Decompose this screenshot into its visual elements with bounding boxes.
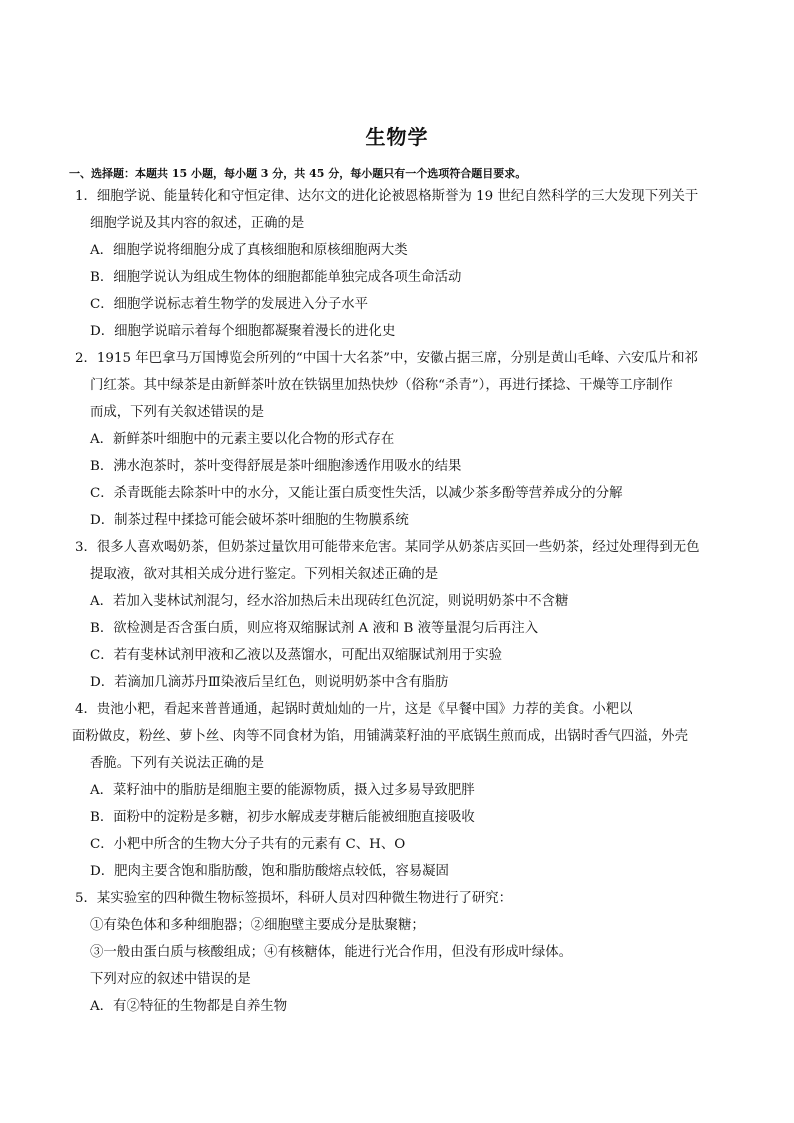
question-5-text: 5．某实验室的四种微生物标签损坏，科研人员对四种微生物进行了研究： [75,891,513,906]
question-4-option-b: B．面粉中的淀粉是多糖，初步水解成麦芽糖后能被细胞直接吸收 [90,810,475,825]
question-3-text: 提取液，欲对其相关成分进行鉴定。下列相关叙述正确的是 [90,567,439,582]
question-2-option-a: A．新鲜茶叶细胞中的元素主要以化合物的形式存在 [90,432,395,447]
question-2-option-b: B．沸水泡茶时，茶叶变得舒展是茶叶细胞渗透作用吸水的结果 [90,459,462,474]
question-4-text: 香脆。下列有关说法正确的是 [90,756,265,771]
question-3-option-d: D．若滴加几滴苏丹Ⅲ染液后呈红色，则说明奶茶中含有脂肪 [90,675,449,690]
question-1-option-a: A．细胞学说将细胞分成了真核细胞和原核细胞两大类 [90,243,408,258]
question-1-option-c: C．细胞学说标志着生物学的发展进入分子水平 [90,297,369,312]
question-1-option-d: D．细胞学说暗示着每个细胞都凝聚着漫长的进化史 [90,324,396,339]
question-2-option-c: C．杀青既能去除茶叶中的水分，又能让蛋白质变性失活，以减少茶多酚等营养成分的分解 [90,486,623,501]
question-3-option-b: B．欲检测是否含蛋白质，则应将双缩脲试剂 A 液和 B 液等量混匀后再注入 [90,621,539,636]
question-5-text: ①有染色体和多种细胞器；②细胞壁主要成分是肽聚糖； [90,918,425,933]
question-4-text: 面粉做皮，粉丝、萝卜丝、肉等不同食材为馅，用铺满菜籽油的平底锅生煎而成，出锅时香气四溢，外壳 [72,729,688,744]
question-3-option-a: A．若加入斐林试剂混匀，经水浴加热后未出现砖红色沉淀，则说明奶茶中不含糖 [90,594,569,609]
question-2-text: 门红茶。其中绿茶是由新鲜茶叶放在铁锅里加热快炒（俗称“杀青”），再进行揉捻、干燥等工序制作 [90,378,673,393]
question-4-option-d: D．肥肉主要含饱和脂肪酸，饱和脂肪酸熔点较低，容易凝固 [90,864,449,879]
question-1-text: 1．细胞学说、能量转化和守恒定律、达尔文的进化论被恩格斯誉为 19 世纪自然科学的三大发现下列关于 [75,189,699,204]
question-1-option-b: B．细胞学说认为组成生物体的细胞都能单独完成各项生命活动 [90,270,462,285]
question-1-text: 细胞学说及其内容的叙述，正确的是 [90,216,305,231]
section-heading: 一、选择题：本题共 15 小题，每小题 3 分，共 45 分，每小题只有一个选项符合题目要求。 [69,167,527,180]
question-2-text: 2．1915 年巴拿马万国博览会所列的“中国十大名茶”中，安徽占据三席，分别是黄山毛峰、六安瓜片和祁 [75,351,698,366]
question-5-option-a: A．有②特征的生物都是自养生物 [90,999,288,1014]
question-5-text: ③一般由蛋白质与核酸组成；④有核糖体，能进行光合作用，但没有形成叶绿体。 [90,945,573,960]
question-2-option-d: D．制茶过程中揉捻可能会破坏茶叶细胞的生物膜系统 [90,513,409,528]
question-4-option-a: A．菜籽油中的脂肪是细胞主要的能源物质，摄入过多易导致肥胖 [90,783,475,798]
question-4-text: 4．贵池小粑，看起来普普通通，起锅时黄灿灿的一片，这是《早餐中国》力荐的美食。小粑以 [75,702,633,717]
question-2-text: 而成，下列有关叙述错误的是 [90,405,265,420]
question-3-option-c: C．若有斐林试剂甲液和乙液以及蒸馏水，可配出双缩脲试剂用于实验 [90,648,502,663]
question-4-option-c: C．小粑中所含的生物大分子共有的元素有 C、H、O [90,837,406,852]
question-3-text: 3．很多人喜欢喝奶茶，但奶茶过量饮用可能带来危害。某同学从奶茶店买回一些奶茶，经过处理得到无色 [75,540,700,555]
question-5-text: 下列对应的叙述中错误的是 [90,972,251,987]
page-title: 生物学 [365,125,429,149]
